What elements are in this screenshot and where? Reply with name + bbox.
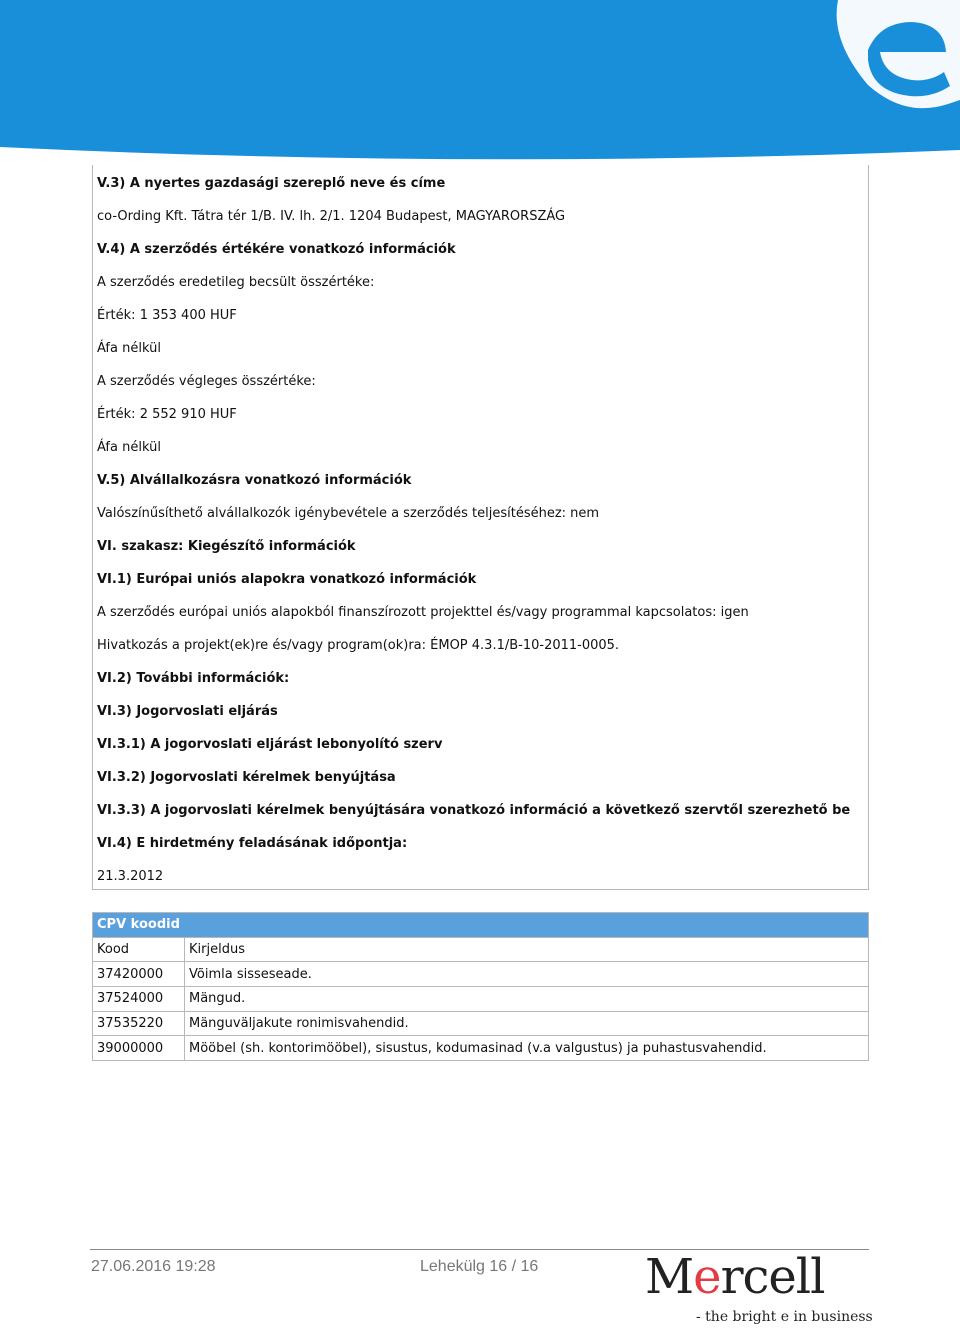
section-heading: VI.3.2) Jogorvoslati kérelmek benyújtása [97, 770, 396, 785]
cpv-description: Mööbel (sh. kontorimööbel), sisustus, kodumasinad (v.a valgustus) ja puhastusvahendid. [185, 1036, 869, 1061]
table-row [93, 1036, 869, 1061]
column-header-description: Kirjeldus [185, 937, 869, 962]
estimated-value: Érték: 1 353 400 HUF [97, 308, 237, 323]
publication-date: 21.3.2012 [97, 869, 164, 884]
section-heading: VI.1) Európai uniós alapokra vonatkozó információk [97, 572, 477, 587]
logo-letter: M [645, 1249, 694, 1305]
text-line: Áfa nélkül [97, 341, 161, 356]
text-line: A szerződés eredetileg becsült összértéke: [97, 275, 375, 290]
cpv-code: 37535220 [93, 1011, 185, 1036]
text-line: Valószínűsíthető alvállalkozók igénybevétele a szerződés teljesítéséhez: nem [97, 506, 600, 521]
section-heading: V.3) A nyertes gazdasági szereplő neve és címe [97, 176, 446, 191]
text-line: A szerződés európai uniós alapokból finanszírozott projekttel és/vagy programmal kapcsolatos: igen [97, 605, 749, 620]
logo-e-letter: e [693, 1249, 721, 1305]
table-row [93, 962, 869, 987]
project-reference: Hivatkozás a projekt(ek)re és/vagy program(ok)ra: ÉMOP 4.3.1/B-10-2011-0005. [97, 638, 620, 653]
cpv-table [92, 912, 869, 1061]
cpv-title-row [93, 913, 869, 938]
brand-e-mark-icon [0, 0, 960, 160]
logo-tagline: - the bright e in business [696, 1309, 873, 1325]
section-heading: VI. szakasz: Kiegészítő információk [97, 539, 356, 554]
cpv-description: Mänguväljakute ronimisvahendid. [185, 1011, 869, 1036]
section-heading: VI.3) Jogorvoslati eljárás [97, 704, 278, 719]
footer-page-number: Lehekülg 16 / 16 [420, 1258, 539, 1275]
final-value: Érték: 2 552 910 HUF [97, 407, 237, 422]
section-heading: V.4) A szerződés értékére vonatkozó információk [97, 242, 456, 257]
cpv-code: 37420000 [93, 962, 185, 987]
header-banner [0, 0, 960, 160]
section-heading: VI.2) További információk: [97, 671, 290, 686]
cpv-header-row [93, 937, 869, 962]
cpv-description: Võimla sisseseade. [185, 962, 869, 987]
marcell-logo [645, 1249, 873, 1329]
section-heading: VI.3.1) A jogorvoslati eljárást lebonyolító szerv [97, 737, 443, 752]
cpv-description: Mängud. [185, 987, 869, 1012]
footer-date: 27.06.2016 19:28 [91, 1258, 216, 1275]
text-line: A szerződés végleges összértéke: [97, 374, 316, 389]
section-heading: VI.3.3) A jogorvoslati kérelmek benyújtására vonatkozó információ a következő szervtől szerezhető be [97, 803, 851, 818]
table-row [93, 987, 869, 1012]
logo-wordmark [645, 1249, 825, 1305]
cpv-title: CPV koodid [93, 913, 869, 938]
section-heading: V.5) Alvállalkozásra vonatkozó információk [97, 473, 412, 488]
logo-letters: rcell [720, 1249, 825, 1305]
column-header-code: Kood [93, 937, 185, 962]
cpv-code: 39000000 [93, 1036, 185, 1061]
table-row [93, 1011, 869, 1036]
cpv-code: 37524000 [93, 987, 185, 1012]
text-line: Áfa nélkül [97, 440, 161, 455]
winner-address: co-Ording Kft. Tátra tér 1/B. IV. lh. 2/1. 1204 Budapest, MAGYARORSZÁG [97, 209, 566, 224]
section-heading: VI.4) E hirdetmény feladásának időpontja: [97, 836, 408, 851]
